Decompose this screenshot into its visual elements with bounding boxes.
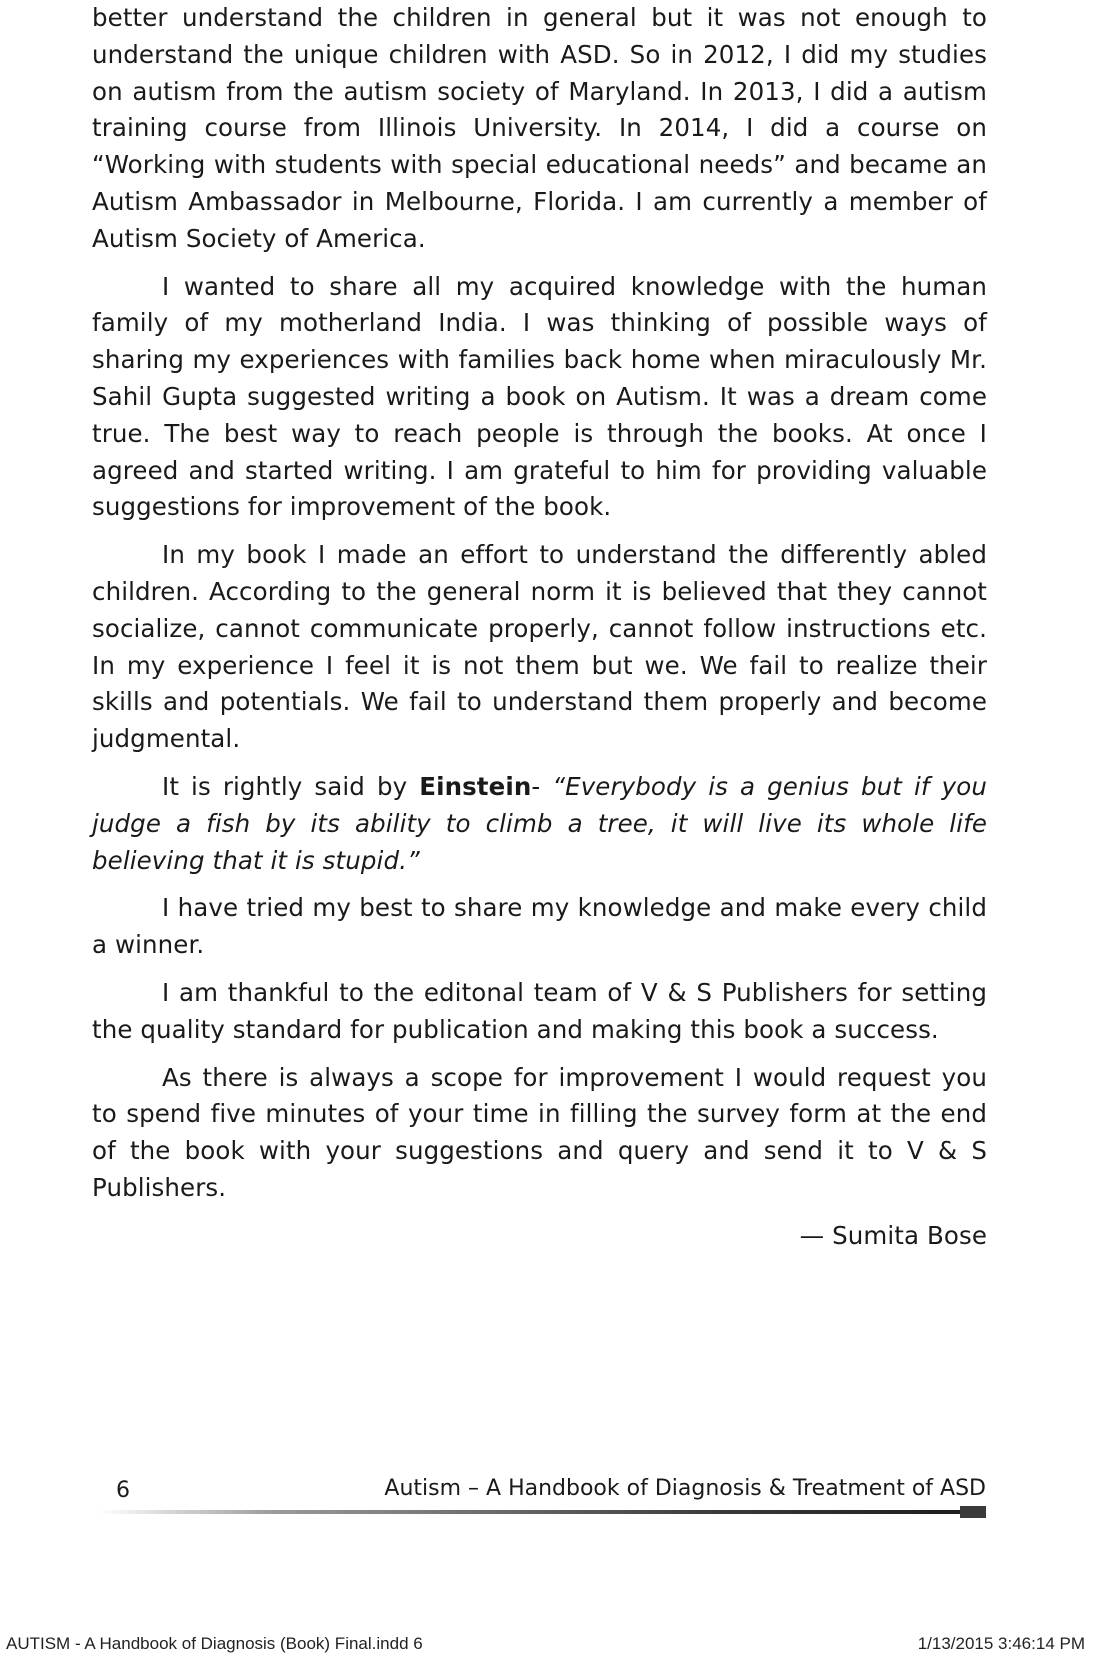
running-footer-title: Autism – A Handbook of Diagnosis & Treatment of ASD — [384, 1476, 986, 1501]
page-footer — [98, 1470, 986, 1510]
paragraph-einstein-quote — [92, 769, 987, 879]
print-slug-filename: AUTISM - A Handbook of Diagnosis (Book) Final.indd 6 — [6, 1634, 423, 1653]
paragraph-7: As there is always a scope for improvement I would request you to spend five minutes of your time in filling the survey form at the end of the book with your suggestions and query and send it to V & S Publishers. — [92, 1062, 987, 1202]
paragraph-3: In my book I made an effort to understand the differently abled children. According to the general norm it is believed that they cannot socialize, cannot communicate properly, cannot follow instructions etc. In my experience I feel it is not them but we. We fail to realize their skills and potentials. We fail to understand them properly and become judgmental. — [92, 540, 987, 754]
paragraph-6: I am thankful to the editonal team of V & S Publishers for setting the quality standard for publication and making this book a success. — [92, 977, 987, 1044]
quote-dash: - — [531, 771, 553, 801]
author-signature: — Sumita Bose — [799, 1220, 987, 1250]
paragraph-1: better understand the children in general but it was not enough to understand the unique children with ASD. So in 2012, I did my studies on autism from the autism society of Maryland. In 2013, I did a autism training course from Illinois University. In 2014, I did a course on “Working with students with special educational needs” and became an Autism Ambassador in Melbourne, Florida. I am currently a member of Autism Society of America. — [92, 3, 987, 253]
quote-text: “Everybody is a genius but if you judge a fish by its ability to climb a tree, it will live its whole life believing that it is stupid.” — [92, 771, 987, 875]
page-number: 6 — [116, 1478, 130, 1503]
footer-rule — [98, 1510, 986, 1514]
quote-lead: It is rightly said by — [162, 771, 420, 801]
quote-author: Einstein — [419, 771, 532, 801]
footer-rule-end-block — [960, 1506, 986, 1518]
body-text — [92, 0, 987, 1266]
paragraph-5: I have tried my best to share my knowledge and make every child a winner. — [92, 893, 987, 960]
print-slug-timestamp: 1/13/2015 3:46:14 PM — [917, 1634, 1085, 1653]
paragraph-2: I wanted to share all my acquired knowledge with the human family of my motherland India. I was thinking of possible ways of sharing my experiences with families back home when miraculously Mr. Sahil Gupta suggested writing a book on Autism. It was a dream come true. The best way to reach people is through the books. At once I agreed and started writing. I am grateful to him for providing valuable suggestions for improvement of the book. — [92, 271, 987, 522]
